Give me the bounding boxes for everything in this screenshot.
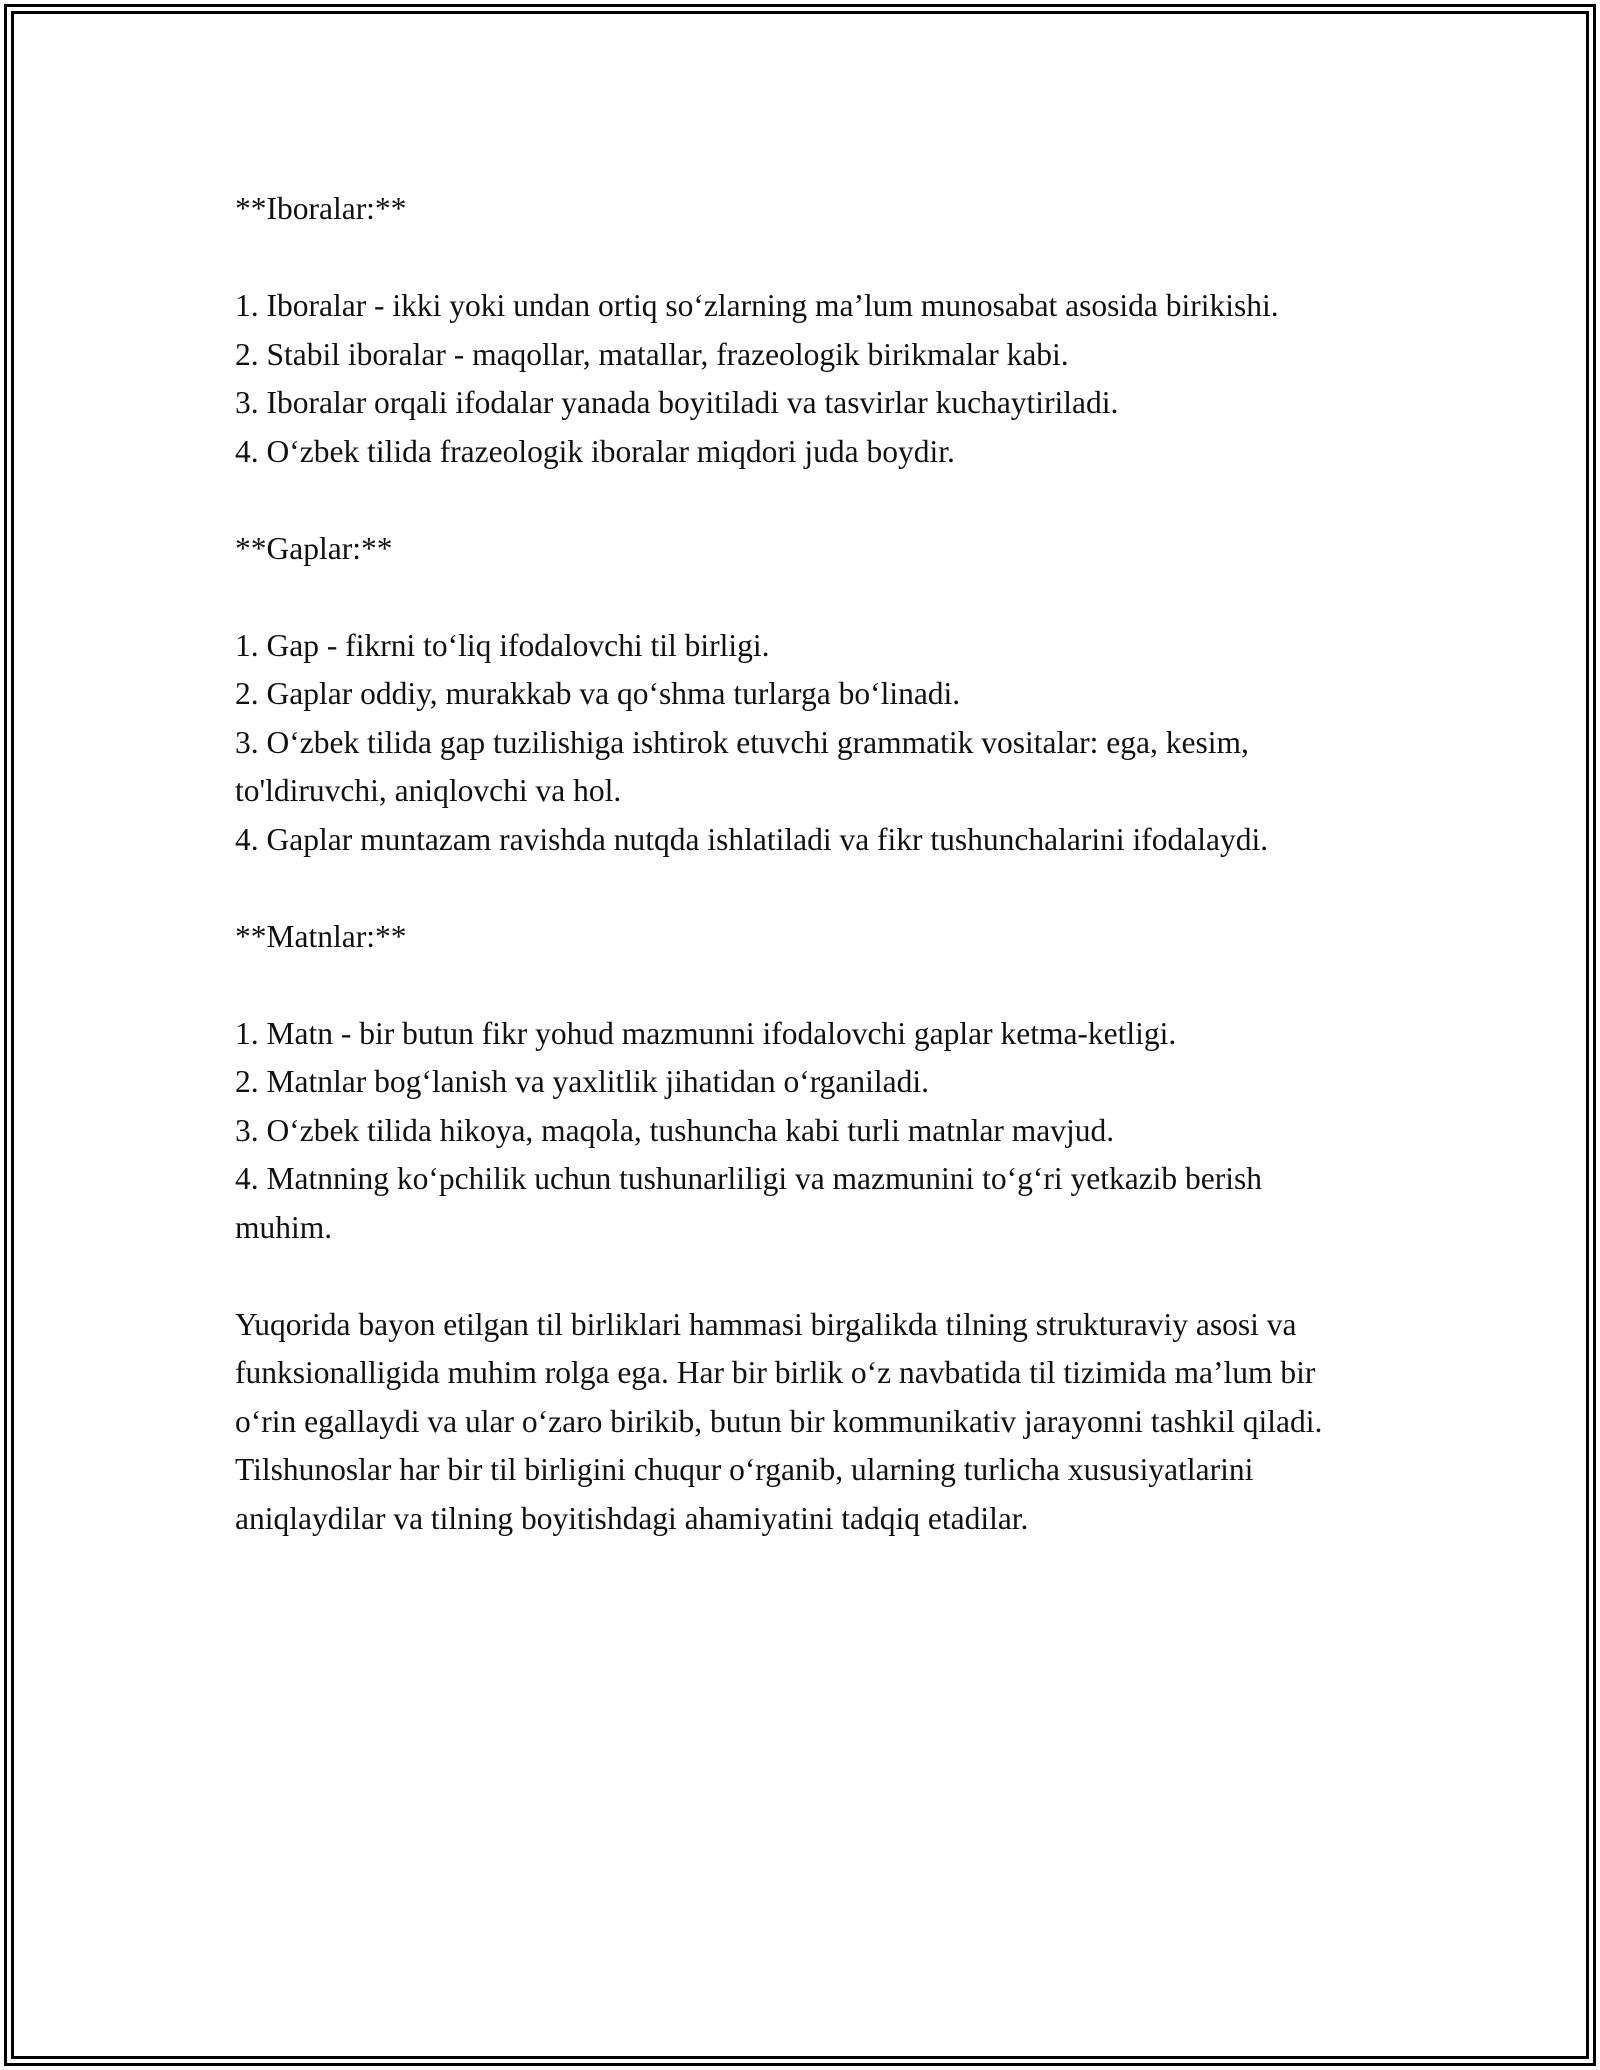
section-iboralar xyxy=(235,185,1365,476)
section-heading: **Iboralar:** xyxy=(235,191,407,226)
section-list xyxy=(235,282,1365,476)
list-item: 3. Iboralar orqali ifodalar yanada boyitiladi va tasvirlar kuchaytiriladi. xyxy=(235,385,1119,420)
section-heading: **Gaplar:** xyxy=(235,530,393,566)
document-body xyxy=(235,185,1365,1543)
list-item: 4. Gaplar muntazam ravishda nutqda ishlatiladi va fikr tushunchalarini ifodalaydi. xyxy=(235,821,1269,857)
list-item: 4. O‘zbek tilida frazeologik iboralar miqdori juda boydir. xyxy=(235,433,955,469)
section-list xyxy=(235,622,1365,865)
list-item: 4. Matnning ko‘pchilik uchun tushunarliligi va mazmunini to‘g‘ri yetkazib berish muhim. xyxy=(235,1161,1263,1245)
list-item: 2. Stabil iboralar - maqollar, matallar, frazeologik birikmalar kabi. xyxy=(235,336,1069,372)
list-item: 2. Matnlar bog‘lanish va yaxlitlik jihatidan o‘rganiladi. xyxy=(235,1064,930,1099)
list-item: 3. O‘zbek tilida gap tuzilishiga ishtirok etuvchi grammatik vositalar: ega, kesim, to'ldiruvchi, aniqlovchi va hol. xyxy=(235,724,1249,808)
section-heading: **Matnlar:** xyxy=(235,918,407,954)
section-matnlar xyxy=(235,913,1365,1253)
conclusion-paragraph: Yuqorida bayon etilgan til birliklari hammasi birgalikda tilning strukturaviy asosi va funksionalligida muhim rolga ega. Har bir birlik o‘z navbatida til tizimida ma’lum bir o‘rin egallaydi va ular o‘zaro birikib, butun bir kommunikativ jarayonni tashkil qiladi. Tilshunoslar har bir til birligini chuqur o‘rganib, ularning turlicha xususiyatlarini aniqlaydilar va tilning boyitishdagi ahamiyatini tadqiq etadilar. xyxy=(235,1306,1323,1536)
list-item: 3. O‘zbek tilida hikoya, maqola, tushuncha kabi turli matnlar mavjud. xyxy=(235,1112,1115,1148)
section-list xyxy=(235,1010,1365,1253)
list-item: 1. Gap - fikrni to‘liq ifodalovchi til birligi. xyxy=(235,627,770,663)
section-gaplar xyxy=(235,525,1365,865)
list-item: 1. Matn - bir butun fikr yohud mazmunni ifodalovchi gaplar ketma-ketligi. xyxy=(235,1015,1177,1051)
list-item: 2. Gaplar oddiy, murakkab va qo‘shma turlarga bo‘linadi. xyxy=(235,676,961,711)
list-item: 1. Iboralar - ikki yoki undan ortiq so‘zlarning ma’lum munosabat asosida birikishi. xyxy=(235,288,1279,323)
